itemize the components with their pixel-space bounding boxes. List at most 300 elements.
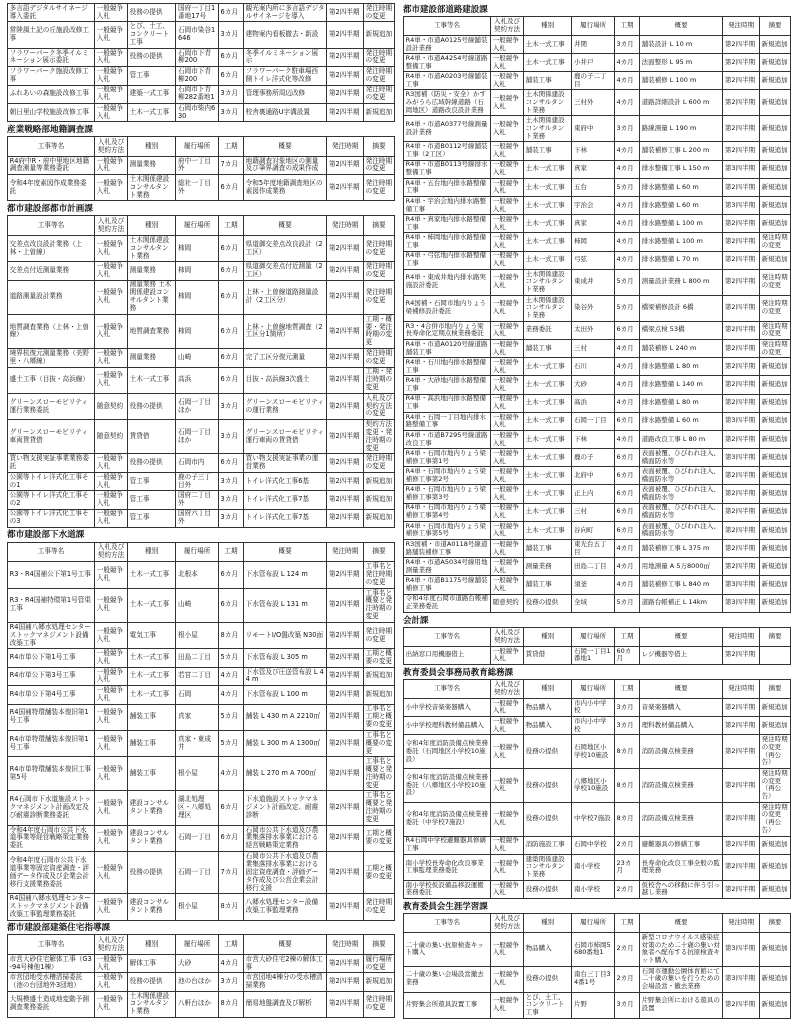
bid-method: 一般競争入札 (491, 178, 524, 196)
remarks: 新規追加 (759, 717, 790, 735)
location: 八軒台ほか (176, 991, 219, 1017)
bid-method: 一般競争入札 (95, 562, 128, 588)
work-type: 役務の提供 (127, 48, 175, 66)
project-name: 常陸風土記の丘施設改修工事 (8, 22, 95, 48)
work-type: 役務の提供 (127, 393, 175, 419)
remarks: 新規追加 (363, 667, 394, 685)
column-header-timing: 発注時期 (723, 913, 760, 932)
work-type: 土木関係建設コンサルタント業務 (127, 235, 175, 261)
table-row (8, 349, 395, 367)
order-timing: 第2四半期 (327, 730, 364, 756)
work-type: 役務の提供 (523, 735, 571, 769)
summary: 下水管布設 L 131 m (244, 588, 327, 622)
location: 湖北処理区・八郷処理区 (176, 791, 219, 825)
column-header-remarks: 摘要 (363, 542, 394, 561)
order-timing: 第2四半期 (327, 562, 364, 588)
location: 石岡中学校 (572, 836, 615, 854)
duration: 6カ月 (614, 449, 639, 467)
remarks: 新規追加 (759, 90, 790, 116)
duration: 3カ月 (614, 698, 639, 716)
bid-method: 一般競争入札 (95, 730, 128, 756)
procurement-table (403, 16, 791, 613)
summary: 表面被覆、ひびわれ注入、橋面防水等 (640, 485, 723, 503)
right-column (403, 3, 791, 1021)
project-name: R3国補（防災・安全）かすみがうら広域幹線道路（石岡地区）道路改良設計業務 (404, 90, 491, 116)
work-type: とび、土工、コンクリート工事 (523, 992, 571, 1018)
project-name: 令和4年度消防設備点検業務委託（八郷地区小学校10施設） (404, 769, 491, 803)
table-row (8, 454, 395, 472)
project-name: R4石岡市下水道施設ストックマネジメント計画改定及び耐震診断業務委託 (8, 791, 95, 825)
work-type: 役務の提供 (523, 594, 571, 612)
location: 弓弦 (572, 251, 615, 269)
location: 東光台五丁目 (572, 540, 615, 558)
table-row (8, 235, 395, 261)
project-name: 令和4年度消防設備点検業務委託（中学校7施設） (404, 802, 491, 836)
work-type: 土木一式工事 (523, 521, 571, 539)
remarks: 新規追加 (759, 521, 790, 539)
project-name: R4石岡中学校避難器具修繕工事 (404, 836, 491, 854)
work-type: 役務の提供 (523, 769, 571, 803)
remarks: 入札及び契約方法の変更 (363, 393, 394, 419)
procurement-table (7, 934, 395, 1018)
duration: 4カ月 (614, 54, 639, 72)
project-name: R4単・市道B0112号線舗装工事（2工区） (404, 142, 491, 160)
work-type: 土木一式工事 (523, 412, 571, 430)
summary: 排水路整備 L 140 m (640, 376, 723, 394)
column-header-type: 種別 (523, 16, 571, 35)
column-header-name: 工事等名 (404, 913, 491, 932)
bid-method: 一般競争入札 (491, 321, 524, 339)
duration: 6カ月 (614, 521, 639, 539)
work-type: 管工事 (127, 67, 175, 85)
summary: 下水管及び圧送管布設 L 44 m (244, 667, 327, 685)
summary: 消防設備点検業務 (640, 735, 723, 769)
duration: 6カ月 (218, 48, 243, 66)
work-type: 土木関係建設コンサルタント業務 (523, 116, 571, 142)
bid-method: 一般競争入札 (95, 686, 128, 704)
remarks: 発注時期の変更 (759, 339, 790, 357)
remarks: 新規追加 (759, 35, 790, 53)
project-name: R4単・石岡市地内りょう梁補修工事第2号 (404, 467, 491, 485)
work-type: 土木一式工事 (127, 667, 175, 685)
column-header-summary: 概要 (640, 913, 723, 932)
duration: 2カ月 (614, 880, 639, 898)
order-timing: 第2四半期 (327, 509, 364, 527)
order-timing: 第2四半期 (327, 280, 364, 314)
work-type: とび、土工、コンクリート工事 (127, 22, 175, 48)
project-name: R4単・市道A5034号線用地測量業務 (404, 558, 491, 576)
remarks: 工期・発注時期の変更 (363, 367, 394, 393)
column-header-method: 入札及び契約方法 (95, 542, 128, 561)
bid-method: 一般競争入札 (95, 588, 128, 622)
order-timing: 第2四半期 (327, 973, 364, 991)
project-name: R4国補・石岡市地内りょう梁補修設計委託 (404, 295, 491, 321)
work-type: 役務の提供 (127, 4, 175, 22)
summary: 完了工区分復元測量 (244, 349, 327, 367)
column-header-type: 種別 (127, 216, 175, 235)
bid-method: 一般競争入札 (95, 314, 128, 348)
column-header-place: 履行場所 (572, 627, 615, 646)
bid-method: 一般競争入札 (95, 649, 128, 667)
table-row (8, 973, 395, 991)
column-header-period: 工期 (218, 935, 243, 954)
duration: 3カ月 (218, 103, 243, 121)
location: 山崎 (176, 588, 219, 622)
location: 小井戸 (572, 54, 615, 72)
work-type: 土木関係建設コンサルタント業務 (523, 269, 571, 295)
summary: 排水路整備 L 80 m (640, 358, 723, 376)
location: 須釜 (572, 576, 615, 594)
column-header-place: 履行場所 (176, 935, 219, 954)
duration: 4カ月 (614, 558, 639, 576)
work-type: 土木一式工事 (523, 233, 571, 251)
duration: 4カ月 (614, 251, 639, 269)
table-row (8, 730, 395, 756)
column-header-remarks: 摘要 (363, 137, 394, 156)
summary: 上林・上曽線道路測量設計（2工区分） (244, 280, 327, 314)
summary: 石岡市運動公園体育館にて二十歳の集いを行うための会場設営・撤去業務 (640, 966, 723, 992)
duration: 4カ月 (614, 197, 639, 215)
table-row (8, 825, 395, 851)
remarks: 新規追加 (759, 142, 790, 160)
summary: 路線測量 L 190 m (640, 116, 723, 142)
project-name: R4府中R・府中里地区地籍調査測量等業務委託 (8, 156, 95, 174)
project-name: R4国補八郷水処理センターストックマネジメント設備改築工事監理業務委託 (8, 894, 95, 920)
order-timing: 第2四半期 (723, 215, 760, 233)
remarks: 新規追加 (363, 686, 394, 704)
project-name: 小中学校理科教材備品購入 (404, 717, 491, 735)
work-type: 建設コンサルタント業務 (127, 791, 175, 825)
bid-method: 一般競争入札 (491, 854, 524, 880)
table-row (404, 558, 791, 576)
summary: 理科教材備品購入 (640, 717, 723, 735)
project-name: 大規模盛土造成地変動予測調査業務委託 (8, 991, 95, 1017)
summary: フラワーパーク駐車場西側トイレ洋式化等改修 (244, 67, 327, 85)
bid-method: 一般競争入札 (491, 412, 524, 430)
table-row (8, 314, 395, 348)
department-section (7, 923, 395, 1018)
project-name: R4単・市道B1175号線舗装補修工事 (404, 576, 491, 594)
bid-method: 一般競争入札 (491, 540, 524, 558)
work-type: 土木一式工事 (523, 160, 571, 178)
location: 石岡 (176, 686, 219, 704)
summary: 排水路整備 L 60 m (640, 178, 723, 196)
column-header-type: 種別 (127, 137, 175, 156)
duration: 3カ月 (218, 491, 243, 509)
remarks: 新規追加 (363, 22, 394, 48)
work-type: 解体工事 (127, 954, 175, 972)
duration: 6カ月 (614, 321, 639, 339)
column-header-timing: 発注時期 (723, 627, 760, 646)
bid-method: 一般競争入札 (95, 667, 128, 685)
summary: 下水道施設ストックマネジメント計画改定、耐震診断 (244, 791, 327, 825)
column-header-remarks: 摘要 (759, 679, 790, 698)
duration: 6カ月 (614, 412, 639, 430)
column-header-timing: 発注時期 (327, 137, 364, 156)
summary: 舗装 L 430 m A 2210㎡ (244, 704, 327, 730)
remarks: 新規追加 (759, 485, 790, 503)
work-type: 測量業務 (127, 156, 175, 174)
bid-method: 一般競争入札 (95, 509, 128, 527)
duration: 3カ月 (218, 420, 243, 454)
table-row (404, 521, 791, 539)
column-header-remarks: 摘要 (363, 216, 394, 235)
department-section (7, 530, 395, 920)
work-type: 土木一式工事 (523, 430, 571, 448)
order-timing: 第2四半期 (327, 667, 364, 685)
duration: 3カ月 (218, 85, 243, 103)
column-header-remarks: 摘要 (759, 627, 790, 646)
department-section (7, 204, 395, 528)
summary: 排水路整備 L 100 m (640, 233, 723, 251)
work-type: 土木一式工事 (127, 588, 175, 622)
remarks: 発注時期の変更 (363, 67, 394, 85)
work-type: 舗装工事 (127, 704, 175, 730)
duration: 4カ月 (614, 233, 639, 251)
table-header (404, 679, 791, 698)
location: 大砂 (176, 954, 219, 972)
duration: 3カ月 (218, 22, 243, 48)
column-header-type: 種別 (523, 627, 571, 646)
order-timing: 第2四半期 (327, 825, 364, 851)
column-header-remarks: 摘要 (759, 913, 790, 932)
remarks: 工事名と工期と概要の変更 (363, 704, 394, 730)
work-type: 測量業務 (127, 262, 175, 280)
duration: 8カ月 (218, 894, 243, 920)
column-header-period: 工期 (614, 16, 639, 35)
column-header-timing: 発注時期 (327, 935, 364, 954)
column-header-name: 工事等名 (8, 935, 95, 954)
column-header-method: 入札及び契約方法 (95, 935, 128, 954)
remarks: 工事名と概要と発注時期の変更 (363, 588, 394, 622)
left-column (7, 3, 395, 1021)
table-row (8, 704, 395, 730)
work-type: 舗装工事 (127, 730, 175, 756)
summary: トイレ洋式化工事6基 (244, 472, 327, 490)
bid-method: 一般競争入札 (491, 339, 524, 357)
bid-method: 随意契約 (95, 420, 128, 454)
column-header-method: 入札及び契約方法 (95, 216, 128, 235)
order-timing: 第2四半期 (327, 367, 364, 393)
location: 市内小中学校 (572, 698, 615, 716)
work-type: 土木一式工事 (127, 562, 175, 588)
project-name: R4市単特環舗装本復旧第1号工事 (8, 730, 95, 756)
column-header-summary: 概要 (244, 216, 327, 235)
order-timing: 第2四半期 (723, 116, 760, 142)
summary: 橋梁補修設計 6橋 (640, 295, 723, 321)
location: 府中一丁目外 (176, 156, 219, 174)
table-row (404, 178, 791, 196)
project-name: 令和4年度消防設備点検業務委託（石岡地区小学校10施設） (404, 735, 491, 769)
bid-method: 一般競争入札 (491, 932, 524, 966)
department-title: 産業戦略部地籍調査課 (7, 124, 93, 135)
work-type: 物品購入 (523, 717, 571, 735)
duration: 8カ月 (614, 735, 639, 769)
location: 総社一丁目外 (176, 175, 219, 201)
remarks: 新規追加 (363, 103, 394, 121)
column-header-remarks: 摘要 (363, 935, 394, 954)
table-body (404, 698, 791, 898)
table-row (404, 251, 791, 269)
location: 鹿の子二丁目 (572, 72, 615, 90)
bid-method: 一般競争入札 (491, 503, 524, 521)
duration: 8カ月 (218, 991, 243, 1017)
summary: 下水管布設 L 305 m (244, 649, 327, 667)
duration: 6カ月 (218, 791, 243, 825)
location: 中学校7施設 (572, 802, 615, 836)
department-section (403, 4, 791, 613)
work-type: 土木関係建設コンサルタント業務 (127, 991, 175, 1017)
project-name: R4国補特環舗装本復旧第1号工事 (8, 704, 95, 730)
summary: 簡易地盤調査及び解析 (244, 991, 327, 1017)
department-section (403, 667, 791, 899)
column-header-method: 入札及び契約方法 (491, 627, 524, 646)
project-name: 多言語デジタルサイネージ導入委託 (8, 4, 95, 22)
project-name: R4単・柿岡地内排水路整備工事 (404, 233, 491, 251)
project-name: 令和4年度石岡市公共下水道事業等経営戦略策定業務委託 (8, 825, 95, 851)
table-row (404, 717, 791, 735)
duration: 5カ月 (614, 295, 639, 321)
table-row (404, 394, 791, 412)
order-timing: 第2四半期 (327, 85, 364, 103)
remarks: 新規追加 (759, 467, 790, 485)
summary: 片野集会所における遊具の設置 (640, 992, 723, 1018)
table-row (8, 175, 395, 201)
work-type: 舗装工事 (523, 142, 571, 160)
duration: 4カ月 (614, 430, 639, 448)
column-header-summary: 概要 (244, 935, 327, 954)
table-row (8, 85, 395, 103)
location: 国府二丁目外 (176, 491, 219, 509)
remarks: 新規追加 (759, 854, 790, 880)
summary: リモートI/O盤改築 N30面 (244, 623, 327, 649)
location: 東成井 (572, 269, 615, 295)
column-header-period: 工期 (218, 137, 243, 156)
summary: 観光案内所に多言語デジタルサイネージを導入 (244, 4, 327, 22)
summary: 舗装補修工事 L 840 m (640, 576, 723, 594)
summary: 管理事務所周辺改修 (244, 85, 327, 103)
project-name: 公園等トイレ洋式化工事その3 (8, 509, 95, 527)
project-name: 盛土工事（目抜・高浜線） (8, 367, 95, 393)
work-type: 舗装工事 (127, 757, 175, 791)
order-timing: 第2四半期 (327, 472, 364, 490)
summary: 排水路整備 L 70 m (640, 251, 723, 269)
location: 染谷外 (572, 295, 615, 321)
location: 三村 (572, 503, 615, 521)
order-timing: 第2四半期 (723, 376, 760, 394)
table-row (404, 932, 791, 966)
department-section (7, 125, 395, 202)
project-name: R4単・東成井地内排水路実施設計委託 (404, 269, 491, 295)
bid-method: 一般競争入札 (491, 160, 524, 178)
column-header-timing: 発注時期 (723, 679, 760, 698)
remarks: 工事名と概要と発注時期の変更 (363, 757, 394, 791)
project-name: 朝日里山学校施設改修工事 (8, 103, 95, 121)
location: 鹿の子三丁目外 (176, 472, 219, 490)
order-timing: 第2四半期 (327, 349, 364, 367)
location: 三村 (572, 339, 615, 357)
duration: 5カ月 (614, 269, 639, 295)
order-timing: 第2四半期 (723, 72, 760, 90)
duration: 3カ月 (614, 35, 639, 53)
work-type: 土木関係建設コンサルタント業務 (127, 175, 175, 201)
column-header-place: 履行場所 (176, 542, 219, 561)
location: 国府六丁目外 (176, 509, 219, 527)
table-row (8, 4, 395, 22)
header-row (8, 542, 395, 561)
order-timing: 第2四半期 (723, 430, 760, 448)
table-row (404, 503, 791, 521)
remarks: 発注時期の変更 (363, 48, 394, 66)
project-name: R4単・市道A0120号線道路舗装工事 (404, 339, 491, 357)
table-row (8, 367, 395, 393)
column-header-period: 工期 (614, 679, 639, 698)
remarks: 新規追加 (759, 251, 790, 269)
table-row (404, 854, 791, 880)
project-name: R4単・宇治会地内排水路整備工事 (404, 197, 491, 215)
order-timing: 第3四半期 (723, 932, 760, 966)
order-timing: 第2四半期 (327, 156, 364, 174)
remarks: 新規追加 (759, 932, 790, 966)
column-header-method: 入札及び契約方法 (491, 16, 524, 35)
project-name: 南小学校仮設備品移設運搬業務委託 (404, 880, 491, 898)
project-name: 市営大砂住宅解体工事（G3-94号棟他1棟） (8, 954, 95, 972)
bid-method: 一般競争入札 (491, 72, 524, 90)
duration: 4カ月 (614, 576, 639, 594)
bid-method: 一般競争入札 (491, 35, 524, 53)
order-timing: 第2四半期 (723, 992, 760, 1018)
summary: 表面被覆、ひびわれ注入、橋面防水等 (640, 521, 723, 539)
order-timing: 第2四半期 (327, 588, 364, 622)
location: 真家 (572, 215, 615, 233)
project-name: 地質調査業務（上林・上曽線） (8, 314, 95, 348)
summary: 舗装補修工事 L 200 m (640, 142, 723, 160)
work-type: 測量業務 (523, 558, 571, 576)
duration: 4カ月 (614, 215, 639, 233)
summary: 道路改良工事 L 80 m (640, 430, 723, 448)
location: 柿岡 (176, 262, 219, 280)
duration: 4カ月 (218, 686, 243, 704)
summary: 消防設備点検業務 (640, 769, 723, 803)
table-row (404, 376, 791, 394)
location: 石岡市下青柳200 (176, 48, 219, 66)
work-type: 役務の提供 (523, 802, 571, 836)
duration: 6カ月 (218, 4, 243, 22)
summary: 橋梁点検 53橋 (640, 321, 723, 339)
bid-method: 一般競争入札 (491, 698, 524, 716)
work-type: 建設コンサルタント業務 (127, 894, 175, 920)
project-name: 公園等トイレ洋式化工事その2 (8, 491, 95, 509)
order-timing: 第2四半期 (327, 235, 364, 261)
table-row (404, 269, 791, 295)
duration: 6カ月 (614, 485, 639, 503)
table-header (8, 542, 395, 561)
project-name: R4単・市道A0125号線舗装設計業務 (404, 35, 491, 53)
project-name: R4単・市道A0377号線測量設計業務 (404, 116, 491, 142)
work-type: 物品購入 (523, 932, 571, 966)
location: 石岡市柿岡5680番地1 (572, 932, 615, 966)
location: 全域 (572, 594, 615, 612)
bid-method: 一般競争入札 (491, 966, 524, 992)
column-header-timing: 発注時期 (327, 542, 364, 561)
remarks: 発注時期の変更 (363, 85, 394, 103)
location: 柿岡 (176, 314, 219, 348)
summary: 石岡市公共下水道及び農業集落排水事業における固定資産調査・評価データ作成及び公営企業会計移行支援 (244, 852, 327, 894)
duration: 5カ月 (614, 178, 639, 196)
table-row (8, 667, 395, 685)
column-header-period: 工期 (218, 542, 243, 561)
table-body (8, 156, 395, 201)
